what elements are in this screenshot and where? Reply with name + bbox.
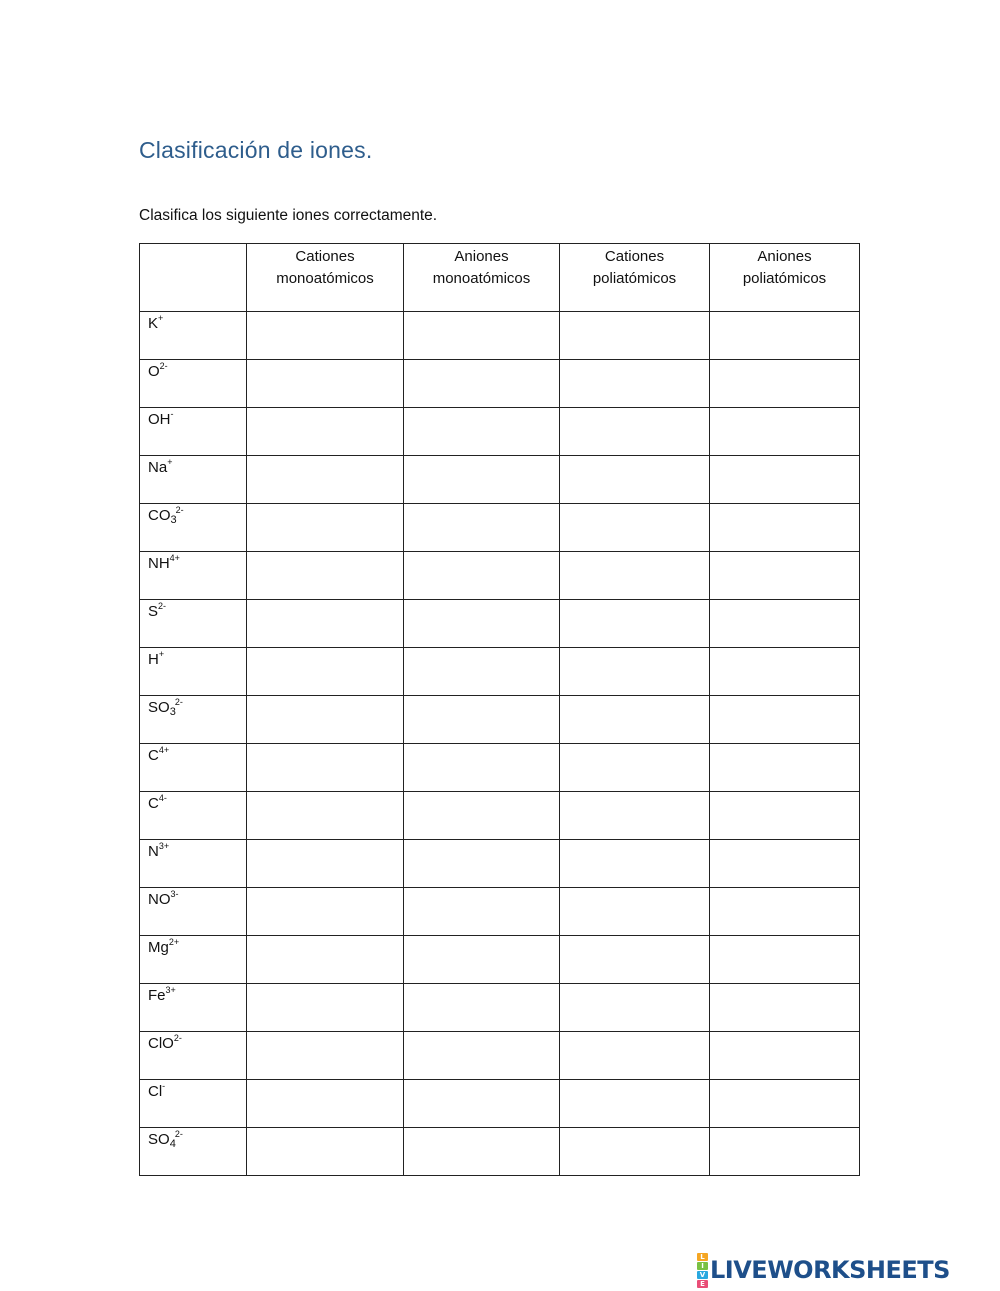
header-line: Aniones [757, 248, 812, 265]
answer-cell[interactable] [560, 840, 710, 888]
table-row [140, 1128, 860, 1176]
answer-cell[interactable] [247, 840, 404, 888]
answer-cell[interactable] [404, 1128, 560, 1176]
table-row [140, 648, 860, 696]
ion-charge: 3+ [165, 985, 176, 995]
answer-cell[interactable] [247, 1032, 404, 1080]
liveworksheets-logo [697, 1252, 950, 1288]
ion-symbol: H [148, 651, 159, 668]
answer-cell[interactable] [404, 312, 560, 360]
ion-symbol: CO [148, 507, 171, 524]
answer-cell[interactable] [560, 888, 710, 936]
answer-cell[interactable] [247, 696, 404, 744]
answer-cell[interactable] [560, 504, 710, 552]
ion-symbol: OH [148, 411, 171, 428]
header-line: monoatómicos [432, 270, 531, 287]
ion-charge: 4+ [158, 745, 170, 755]
ion-charge: 3- [170, 889, 179, 899]
table-header-row [140, 244, 860, 312]
answer-cell[interactable] [710, 984, 860, 1032]
ion-symbol: NO [148, 891, 171, 908]
ion-cell [140, 360, 247, 408]
answer-cell[interactable] [560, 312, 710, 360]
ion-cell [140, 1032, 247, 1080]
ion-symbol: S [148, 603, 159, 620]
table-row [140, 360, 860, 408]
answer-cell[interactable] [404, 504, 560, 552]
ion-subscript: 3 [170, 514, 177, 526]
ion-charge: 2- [158, 601, 167, 611]
answer-cell[interactable] [560, 600, 710, 648]
table-row [140, 840, 860, 888]
table-row [140, 552, 860, 600]
ion-symbol: C [148, 795, 159, 812]
answer-cell[interactable] [247, 936, 404, 984]
answer-cell[interactable] [560, 360, 710, 408]
answer-cell[interactable] [404, 792, 560, 840]
table-row [140, 696, 860, 744]
answer-cell[interactable] [247, 504, 404, 552]
answer-cell[interactable] [560, 696, 710, 744]
ion-charge: 4- [158, 793, 167, 803]
answer-cell[interactable] [560, 1128, 710, 1176]
answer-cell[interactable] [710, 648, 860, 696]
answer-cell[interactable] [710, 504, 860, 552]
ion-symbol: NH [148, 555, 170, 572]
table-row [140, 456, 860, 504]
answer-cell[interactable] [404, 456, 560, 504]
answer-cell[interactable] [560, 1032, 710, 1080]
table-row [140, 1080, 860, 1128]
answer-cell[interactable] [247, 744, 404, 792]
ion-charge: + [158, 313, 164, 323]
answer-cell[interactable] [710, 360, 860, 408]
ion-symbol: Na [148, 459, 168, 476]
ion-cell [140, 744, 247, 792]
header-aniones-poliatomicos [710, 244, 860, 312]
ion-charge: 2- [174, 1129, 183, 1139]
answer-cell[interactable] [404, 552, 560, 600]
page-title: Clasificación de iones. [139, 137, 373, 163]
answer-cell[interactable] [710, 744, 860, 792]
answer-cell[interactable] [560, 648, 710, 696]
table-row [140, 312, 860, 360]
ion-charge: 2- [159, 361, 168, 371]
logo-mark-letter: V [697, 1271, 708, 1279]
ion-cell [140, 840, 247, 888]
ion-symbol: O [148, 363, 160, 380]
answer-cell[interactable] [247, 552, 404, 600]
ion-charge: + [158, 649, 165, 659]
ion-cell [140, 312, 247, 360]
table-row [140, 600, 860, 648]
answer-cell[interactable] [710, 888, 860, 936]
answer-cell[interactable] [404, 360, 560, 408]
ion-cell [140, 792, 247, 840]
ion-symbol: SO [148, 1131, 170, 1148]
ion-symbol: Mg [148, 939, 169, 956]
ion-cell [140, 696, 247, 744]
header-aniones-monoatomicos [404, 244, 560, 312]
answer-cell[interactable] [404, 1080, 560, 1128]
answer-cell[interactable] [710, 936, 860, 984]
answer-cell[interactable] [404, 696, 560, 744]
answer-cell[interactable] [710, 792, 860, 840]
table-body [140, 312, 860, 1176]
answer-cell[interactable] [247, 360, 404, 408]
ion-subscript: 4 [169, 1138, 176, 1150]
header-line: poliatómicos [592, 270, 677, 287]
answer-cell[interactable] [247, 408, 404, 456]
answer-cell[interactable] [404, 888, 560, 936]
header-line: Aniones [454, 248, 509, 265]
ion-symbol: Fe [148, 987, 166, 1004]
ion-symbol: Cl [148, 1083, 163, 1100]
logo-mark-letter: I [697, 1262, 708, 1270]
answer-cell[interactable] [560, 408, 710, 456]
answer-cell[interactable] [404, 648, 560, 696]
ion-symbol: ClO [148, 1035, 174, 1052]
answer-cell[interactable] [247, 888, 404, 936]
answer-cell[interactable] [247, 792, 404, 840]
ion-cell [140, 888, 247, 936]
ion-cell [140, 648, 247, 696]
ion-cell [140, 552, 247, 600]
logo-mark-letter: L [697, 1253, 708, 1261]
ion-cell [140, 984, 247, 1032]
header-ion-column [140, 244, 247, 312]
answer-cell[interactable] [560, 456, 710, 504]
header-cationes-poliatomicos [560, 244, 710, 312]
answer-cell[interactable] [560, 744, 710, 792]
header-cationes-monoatomicos [247, 244, 404, 312]
logo-text: LIVEWORKSHEETS [710, 1256, 950, 1284]
answer-cell[interactable] [710, 312, 860, 360]
table-row [140, 984, 860, 1032]
instruction-text: Clasifica los siguiente iones correctamente. [139, 207, 438, 224]
answer-cell[interactable] [404, 840, 560, 888]
ion-charge: 2- [173, 1033, 182, 1043]
ion-charge: 2- [175, 505, 184, 515]
table-row [140, 792, 860, 840]
ion-subscript: 3 [169, 706, 176, 718]
answer-cell[interactable] [710, 408, 860, 456]
table-row [140, 504, 860, 552]
table-row [140, 744, 860, 792]
ion-cell [140, 504, 247, 552]
answer-cell[interactable] [560, 936, 710, 984]
header-line: monoatómicos [276, 270, 374, 287]
ion-symbol: SO [148, 699, 170, 716]
answer-cell[interactable] [404, 744, 560, 792]
answer-cell[interactable] [404, 984, 560, 1032]
header-line: Cationes [295, 248, 355, 265]
answer-cell[interactable] [710, 1128, 860, 1176]
answer-cell[interactable] [710, 696, 860, 744]
table-row [140, 936, 860, 984]
answer-cell[interactable] [247, 600, 404, 648]
answer-cell[interactable] [560, 1080, 710, 1128]
ion-symbol: K [148, 315, 159, 332]
answer-cell[interactable] [247, 1080, 404, 1128]
answer-cell[interactable] [560, 552, 710, 600]
table-row [140, 408, 860, 456]
header-line: Cationes [604, 248, 665, 265]
answer-cell[interactable] [710, 1032, 860, 1080]
ion-cell [140, 456, 247, 504]
answer-cell[interactable] [560, 984, 710, 1032]
ion-cell [140, 600, 247, 648]
ion-charge: 2+ [168, 937, 180, 947]
answer-cell[interactable] [247, 456, 404, 504]
answer-cell[interactable] [710, 552, 860, 600]
ion-cell [140, 936, 247, 984]
table-row [140, 888, 860, 936]
answer-cell[interactable] [404, 408, 560, 456]
answer-cell[interactable] [560, 792, 710, 840]
ion-classification-table [139, 243, 860, 1176]
logo-mark-icon [697, 1253, 708, 1288]
answer-cell[interactable] [247, 984, 404, 1032]
ion-symbol: N [148, 843, 159, 860]
ion-symbol: C [148, 747, 159, 764]
ion-charge: 3+ [158, 841, 170, 851]
ion-cell [140, 1128, 247, 1176]
logo-mark-letter: E [697, 1280, 708, 1288]
ion-charge: 4+ [169, 553, 180, 563]
answer-cell[interactable] [710, 600, 860, 648]
answer-cell[interactable] [404, 600, 560, 648]
ion-charge: 2- [174, 697, 183, 707]
answer-cell[interactable] [404, 936, 560, 984]
answer-cell[interactable] [247, 1128, 404, 1176]
ion-cell [140, 1080, 247, 1128]
ion-charge: - [170, 409, 174, 419]
table-row [140, 1032, 860, 1080]
answer-cell[interactable] [404, 1032, 560, 1080]
header-line: poliatómicos [742, 270, 827, 287]
answer-cell[interactable] [247, 312, 404, 360]
ion-cell [140, 408, 247, 456]
ion-charge: + [167, 457, 173, 467]
answer-cell[interactable] [710, 1080, 860, 1128]
answer-cell[interactable] [710, 456, 860, 504]
answer-cell[interactable] [247, 648, 404, 696]
ion-charge: - [162, 1081, 166, 1091]
answer-cell[interactable] [710, 840, 860, 888]
